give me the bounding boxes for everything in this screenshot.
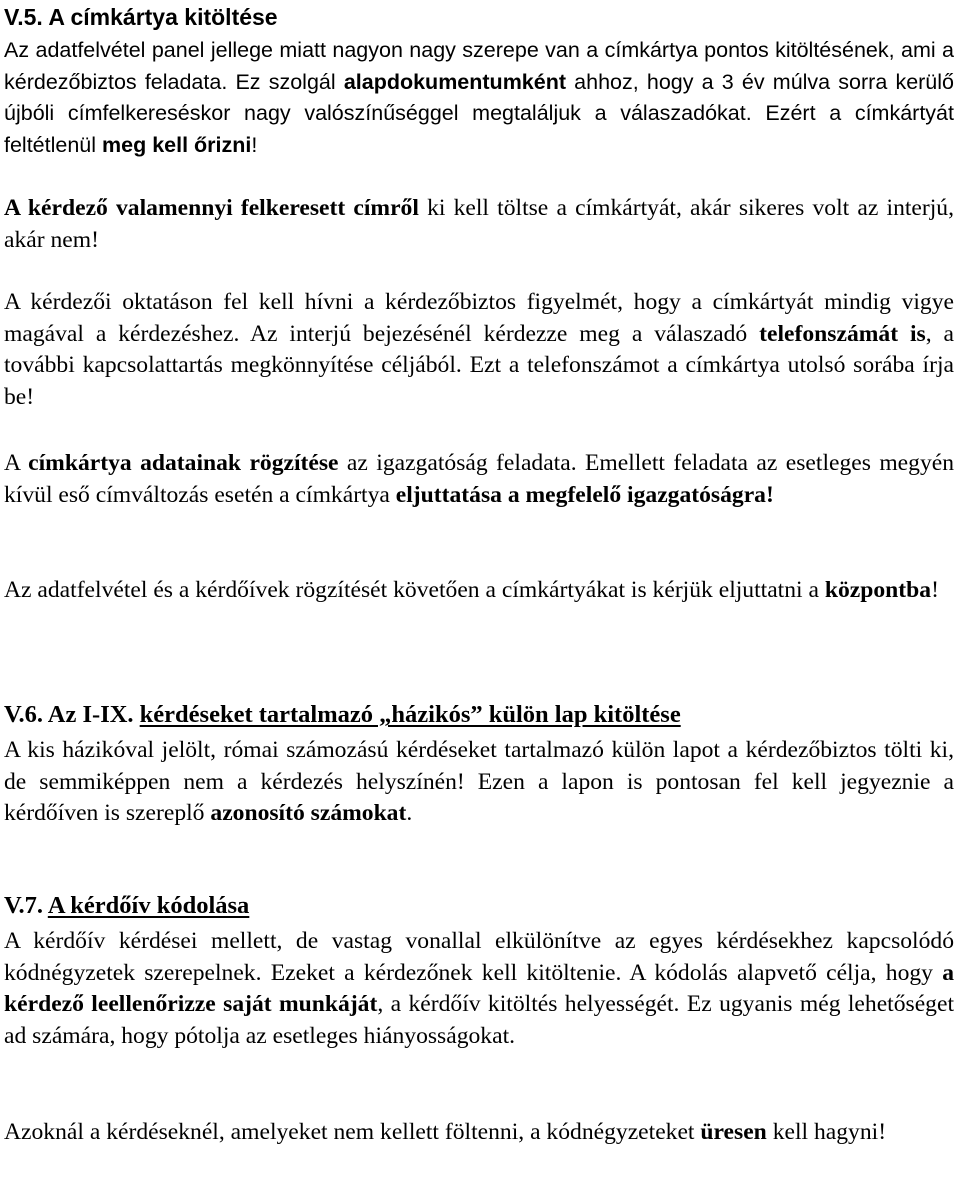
section-5-paragraph-1: [4, 35, 954, 161]
emphasis-text: központba: [824, 577, 932, 603]
emphasis-text: címkártya adatainak rögzítése: [28, 450, 339, 476]
emphasis-text: üresen: [700, 1119, 767, 1145]
section-7-paragraph-1: [4, 926, 954, 1052]
section-7-title: [4, 890, 954, 922]
body-text: kell hagyni!: [766, 1119, 887, 1145]
section-7-title-text: A kérdőív kódolása: [47, 892, 250, 919]
section-6-title-number: V.6. Az I-IX.: [4, 701, 140, 728]
emphasis-text: a kérdező leellenőrizze saját munkáját: [4, 959, 954, 1017]
body-text: , a kérdőív kitöltés helyességét. Ez ugyanis még lehetőséget ad számára, hogy pótolja az esetleges hiányosságokat.: [4, 991, 954, 1049]
emphasis-text: telefonszámát is: [759, 320, 926, 347]
section-7-paragraph-2: [4, 1117, 954, 1149]
body-text: !: [251, 132, 258, 157]
body-text: A: [4, 450, 29, 476]
emphasis-text: eljuttatása a megfelelő igazgatóságra!: [395, 481, 774, 508]
emphasis-text: A kérdező valamennyi felkeresett címről: [4, 195, 419, 221]
body-text: A kérdezői oktatáson fel kell hívni a kérdezőbiztos figyelmét, hogy a címkártyát mindig vigye magával a kérdezéshez.: [4, 289, 954, 347]
body-text: Az interjú bejezésénél kérdezze meg a válaszadó: [250, 320, 760, 347]
body-text: A kis házikóval jelölt, római számozású kérdéseket tartalmazó külön lapot a kérdezőbiztos tölti ki, de semmiképpen nem a kérdezés helyszínén! Ezen a lapon is pontosan fel kell jegyeznie a kérdőíven is szereplő: [4, 737, 954, 826]
section-5-paragraph-5: [4, 575, 954, 607]
body-text: A kérdőív kérdései mellett, de vastag vonallal elkülönítve az egyes kérdésekhez kapcsolódó kódnégyzetek szerepelnek. Ezeket a kérdezőnek kell kitöltenie. A kódolás alapvető célja, hogy: [4, 928, 954, 986]
section-6-paragraph-1: [4, 735, 954, 830]
body-text: az igazgatóság feladata. Emellett feladata az esetleges megyén kívül eső címváltozás esetén a címkártya: [4, 450, 955, 508]
body-text: Az adatfelvétel és a kérdőívek rögzítését követően a címkártyákat is kérjük eljuttatni a: [4, 577, 825, 603]
emphasis-text: meg kell őrizni: [102, 132, 252, 157]
emphasis-text: alapdokumentumként: [343, 69, 567, 94]
body-text: !: [931, 577, 939, 603]
section-6-title: [4, 699, 954, 731]
section-5-title: V.5. A címkártya kitöltése: [4, 4, 278, 30]
body-text: .: [406, 800, 413, 826]
body-text: , a további kapcsolattartás megkönnyítése céljából. Ezt a telefonszámot a címkártya utolsó sorába írja be!: [4, 320, 954, 410]
body-text: Azoknál a kérdéseknél, amelyeket nem kellett föltenni, a kódnégyzeteket: [4, 1119, 701, 1145]
section-6-title-text: kérdéseket tartalmazó „házikós” külön lap kitöltése: [139, 701, 681, 728]
body-text: ki kell töltse a címkártyát, akár sikeres volt az interjú, akár nem!: [4, 195, 954, 253]
body-text: Az adatfelvétel panel jellege miatt nagyon nagy szerepe van a címkártya pontos kitöltésének, ami a kérdezőbiztos feladata. Ez szolgál: [4, 38, 954, 94]
emphasis-text: azonosító számokat: [210, 800, 407, 826]
section-7-title-number: V.7.: [4, 892, 48, 919]
section-5-paragraph-4: [4, 448, 954, 511]
body-text: ahhoz, hogy a 3 év múlva sorra kerülő újbóli címfelkereséskor nagy valószínűséggel megtaláljuk a válaszadókat. Ezért a címkártyát feltétlenül: [4, 69, 955, 157]
section-5-paragraph-2: [4, 193, 954, 256]
section-5-paragraph-3: [4, 287, 954, 413]
